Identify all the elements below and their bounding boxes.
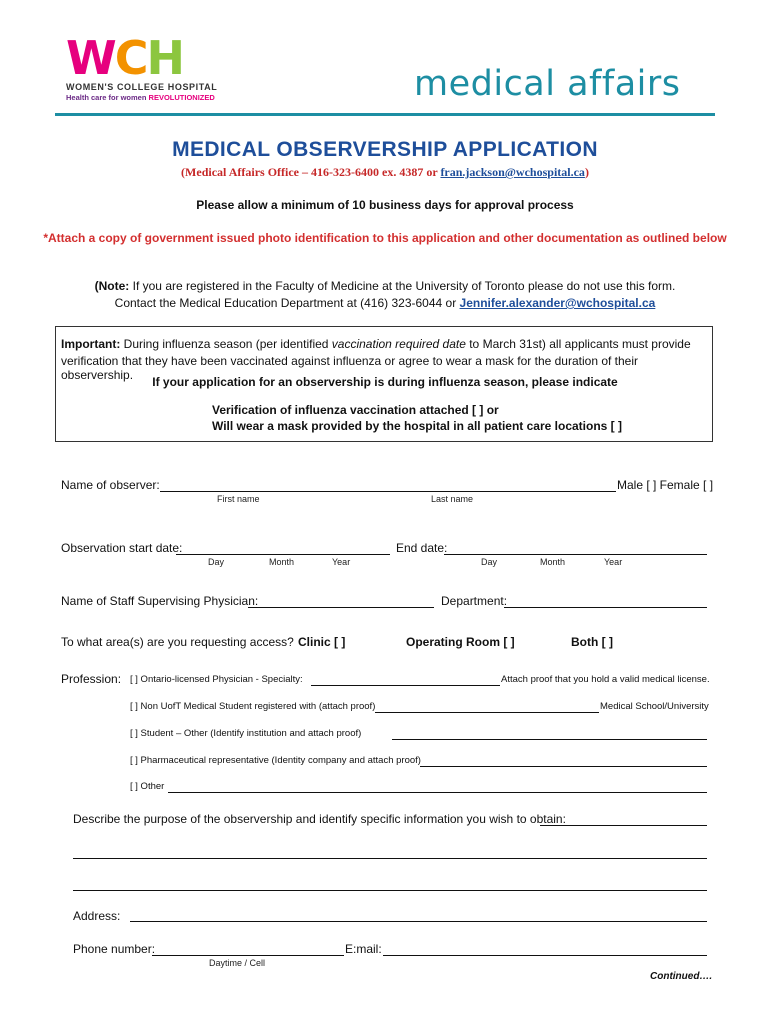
attach-notice: *Attach a copy of government issued photo identification to this application and other documentation as outlined below xyxy=(43,231,727,245)
pharma-company-field[interactable] xyxy=(420,766,707,767)
logo-letter-h: H xyxy=(146,31,184,85)
start-date-label: Observation start date: xyxy=(61,541,183,555)
phone-label: Phone number: xyxy=(73,942,156,956)
note-label: (Note: xyxy=(94,279,130,293)
start-month-hint: Month xyxy=(269,557,295,567)
observer-name-label: Name of observer: xyxy=(61,478,160,492)
important-line2: verification that they have been vaccinated against influenza or agree to wear a mask for the duration of their observership. xyxy=(61,354,639,382)
end-month-hint: Month xyxy=(540,557,566,567)
form-title: MEDICAL OBSERVERSHIP APPLICATION xyxy=(172,138,598,161)
student-institution-field[interactable] xyxy=(392,739,707,740)
phone-hint: Daytime / Cell xyxy=(209,958,266,968)
note-text: If you are registered in the Faculty of Medicine at the University of Toronto please do not use this form. xyxy=(129,279,676,293)
start-year-hint: Year xyxy=(332,557,351,567)
allow-notice: Please allow a minimum of 10 business days for approval process xyxy=(196,198,574,212)
observer-name-field[interactable] xyxy=(160,491,616,492)
important-indicate: If your application for an observership is during influenza season, please indicate xyxy=(152,375,618,389)
note-contact-line xyxy=(0,296,770,310)
continued-note: Continued…. xyxy=(650,971,713,982)
logo-tagline xyxy=(66,93,215,102)
physician-label: Name of Staff Supervising Physician: xyxy=(61,594,259,608)
medical-school-field[interactable] xyxy=(375,712,599,713)
subtitle-contact: (Medical Affairs Office – 416-323-6400 ex. 4387 or xyxy=(181,165,441,179)
note-email-link[interactable]: Jennifer.alexander@wchospital.ca xyxy=(459,296,656,310)
header-divider xyxy=(55,113,715,116)
end-date-field[interactable] xyxy=(444,554,707,555)
important-text-b: to March 31st) all applicants must provide xyxy=(465,337,691,351)
subtitle-close: ) xyxy=(584,165,589,179)
profession-label: Profession: xyxy=(61,672,122,686)
address-field[interactable] xyxy=(130,921,707,922)
clinic-option[interactable]: Clinic [ ] xyxy=(298,635,346,649)
profession-pharma-rep[interactable]: [ ] Pharmaceutical representative (Identity company and attach proof) xyxy=(130,755,421,766)
purpose-field-line2[interactable] xyxy=(73,858,707,859)
logo-letter-w: W xyxy=(66,31,115,85)
purpose-field-line1[interactable] xyxy=(540,825,707,826)
logo-revolutionized: REVOLUTIONIZED xyxy=(148,93,215,102)
both-option[interactable]: Both [ ] xyxy=(571,635,613,649)
vaccination-option[interactable]: Verification of influenza vaccination attached [ ] or xyxy=(212,403,499,417)
first-name-hint: First name xyxy=(217,494,260,504)
physician-proof-note: Attach proof that you hold a valid medical license. xyxy=(501,674,710,685)
email-label: E:mail: xyxy=(345,942,382,956)
subtitle-email-link[interactable]: fran.jackson@wchospital.ca xyxy=(440,165,585,179)
phone-field[interactable] xyxy=(152,955,344,956)
start-date-field[interactable] xyxy=(176,554,390,555)
logo-letter-c: C xyxy=(114,31,147,85)
note-contact: Contact the Medical Education Department at (416) 323-6044 or xyxy=(114,296,460,310)
area-question: To what area(s) are you requesting access? xyxy=(61,635,294,649)
department-heading: medical affairs xyxy=(414,64,681,104)
profession-student-other[interactable]: [ ] Student – Other (Identify institution and attach proof) xyxy=(130,728,362,739)
influenza-notice-box xyxy=(55,326,713,442)
end-year-hint: Year xyxy=(604,557,623,567)
specialty-field[interactable] xyxy=(311,685,500,686)
address-label: Address: xyxy=(73,909,121,923)
other-profession-field[interactable] xyxy=(168,792,707,793)
profession-non-uoft-student[interactable]: [ ] Non UofT Medical Student registered with (attach proof) xyxy=(130,701,376,712)
hospital-logo xyxy=(66,31,184,85)
form-subtitle xyxy=(0,165,770,180)
profession-physician[interactable]: [ ] Ontario-licensed Physician - Specialty: xyxy=(130,674,303,685)
important-text-a: During influenza season (per identified xyxy=(120,337,332,351)
mask-option[interactable]: Will wear a mask provided by the hospital in all patient care locations [ ] xyxy=(212,419,622,433)
department-field[interactable] xyxy=(504,607,707,608)
end-day-hint: Day xyxy=(481,557,498,567)
important-line1 xyxy=(61,337,691,351)
purpose-label: Describe the purpose of the observership and identify specific information you wish to obtain: xyxy=(73,812,566,826)
last-name-hint: Last name xyxy=(431,494,474,504)
email-field[interactable] xyxy=(383,955,707,956)
end-date-label: End date: xyxy=(396,541,448,555)
medical-school-hint: Medical School/University xyxy=(600,701,709,712)
note-line xyxy=(0,279,770,293)
important-label: Important: xyxy=(61,337,121,351)
department-label: Department: xyxy=(441,594,508,608)
logo-hospital-name: WOMEN'S COLLEGE HOSPITAL xyxy=(66,82,218,92)
physician-field[interactable] xyxy=(248,607,434,608)
logo-tagline-text: Health care for women xyxy=(66,93,147,102)
profession-other[interactable]: [ ] Other xyxy=(130,781,165,792)
gender-options[interactable]: Male [ ] Female [ ] xyxy=(617,478,714,492)
purpose-field-line3[interactable] xyxy=(73,890,707,891)
important-italic: vaccination required date xyxy=(331,337,466,351)
operating-room-option[interactable]: Operating Room [ ] xyxy=(406,635,515,649)
start-day-hint: Day xyxy=(208,557,225,567)
